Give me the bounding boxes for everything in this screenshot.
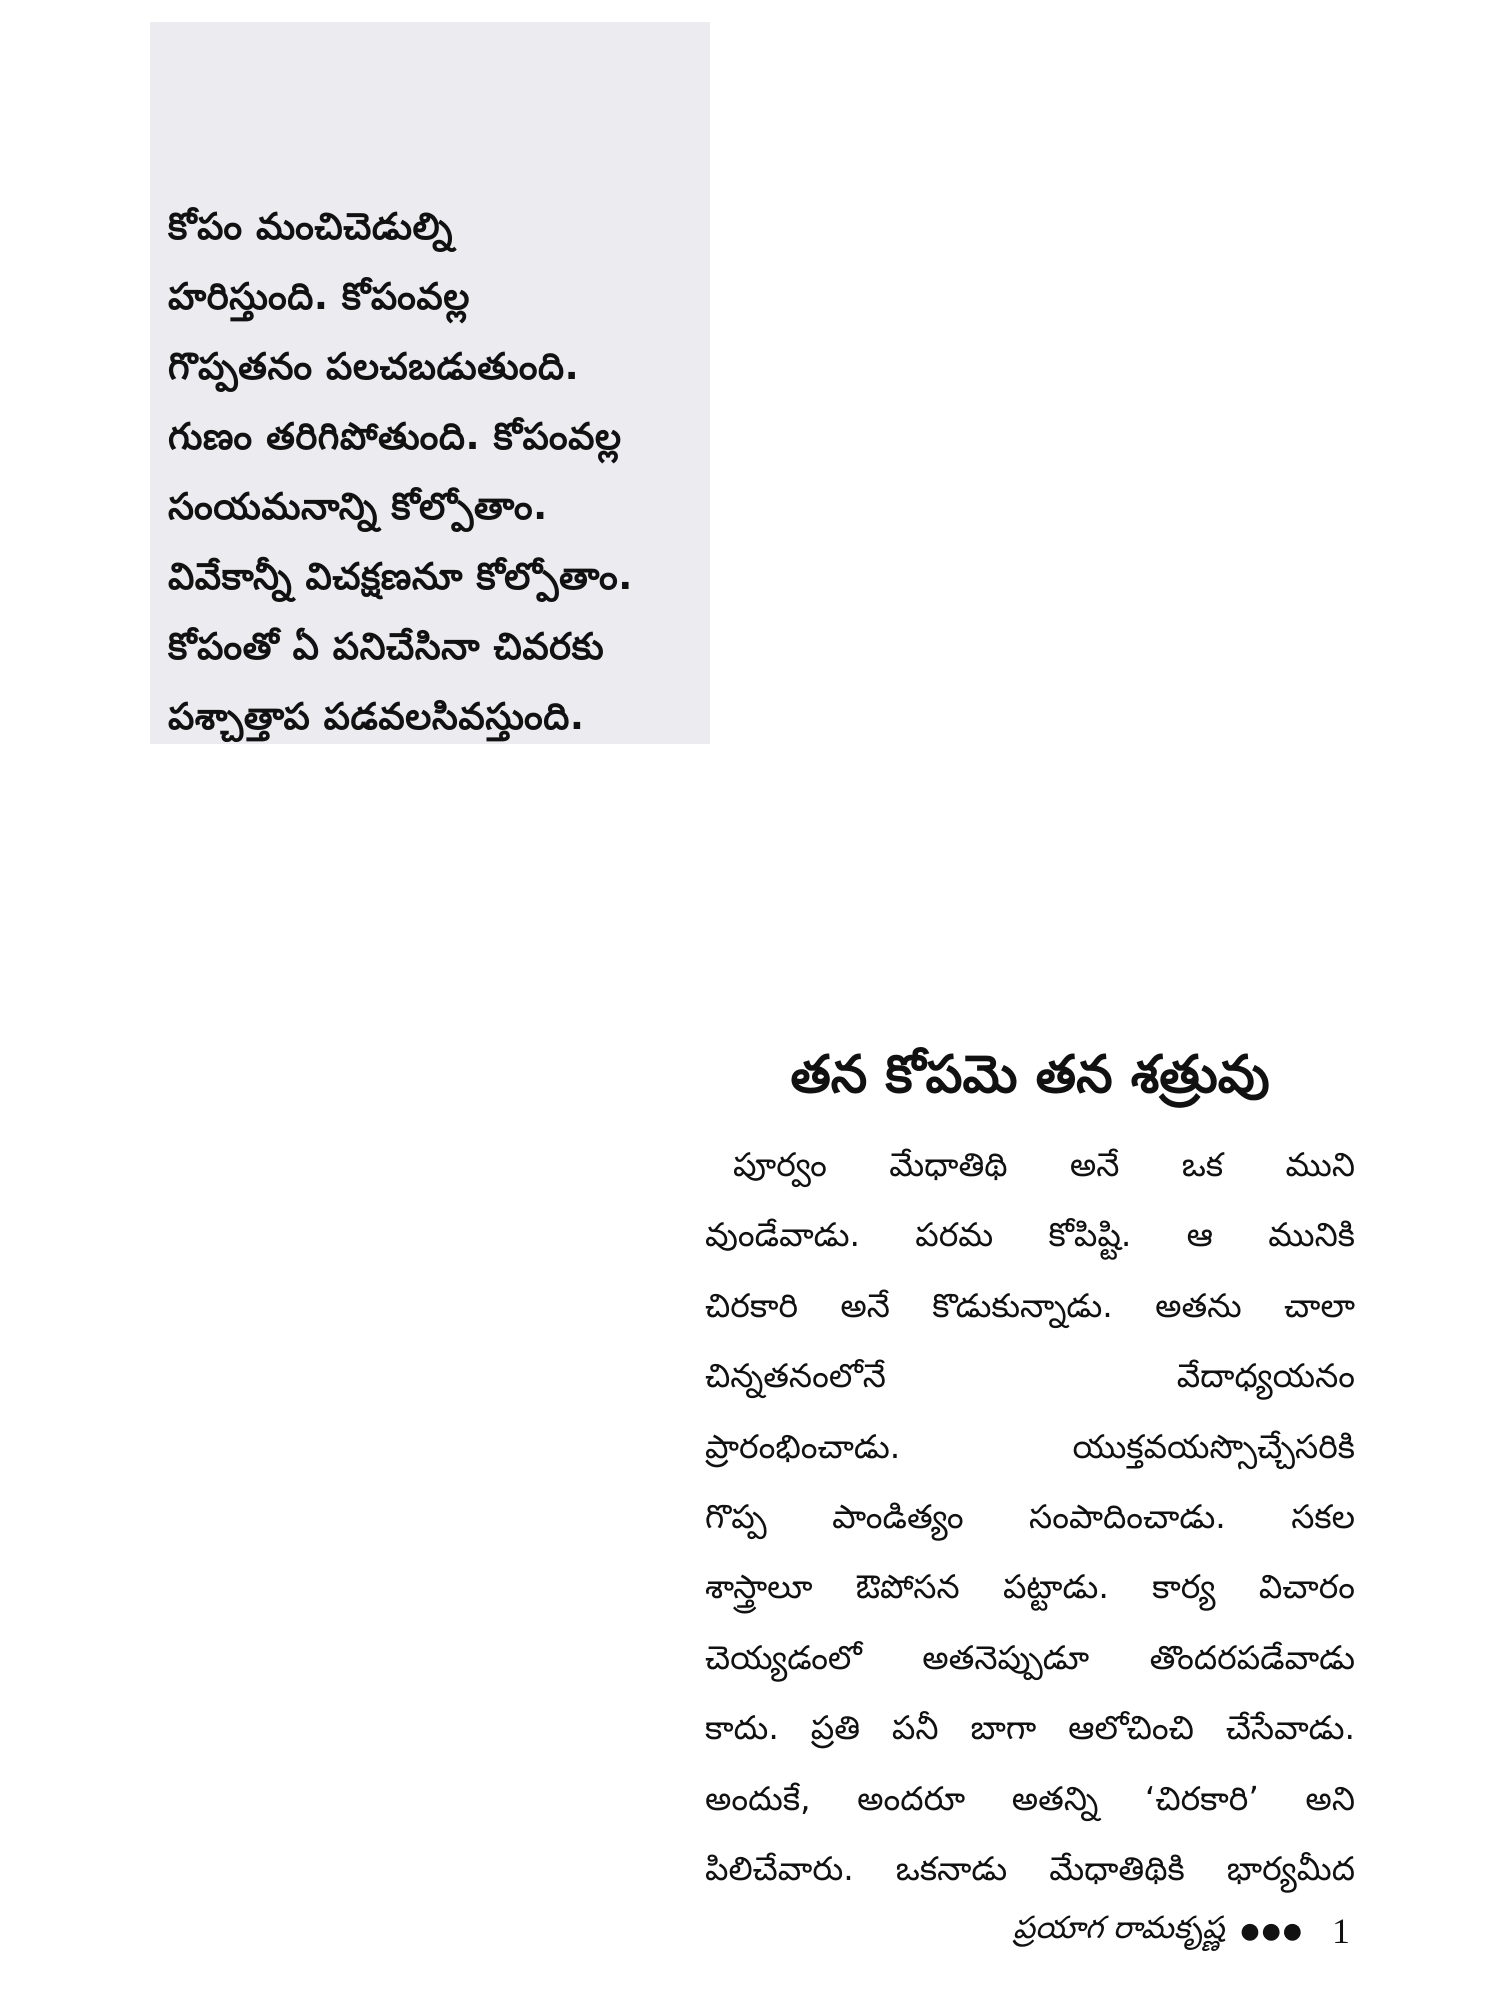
story-line: శాస్త్రాలూ ఔపోసన పట్టాడు. కార్య విచారం [705,1567,1355,1607]
story-line: చిరకారి అనే కొడుకున్నాడు. అతను చాలా [705,1285,1355,1325]
story-line: కాదు. ప్రతి పనీ బాగా ఆలోచించి చేసేవాడు. [705,1708,1355,1748]
story-line: పిలిచేవారు. ఒకనాడు మేధాతిథికి భార్యమీద [705,1849,1355,1889]
author-name: ప్రయాగ రామకృష్ణ [1013,1909,1225,1946]
story-section [705,1030,1355,1904]
story-line: చిన్నతనంలోనే వేదాధ్యయనం [705,1356,1355,1396]
quote-line: కోపం మంచిచెడుల్ని [168,205,453,248]
page-footer [930,1906,1350,1956]
story-line: పూర్వం మేధాతిథి అనే ఒక ముని [733,1145,1355,1184]
story-line: అందుకే, అందరూ అతన్ని ‘చిరకారి’ అని [705,1778,1355,1818]
footer-dots: ●●● [1240,1918,1304,1944]
story-line: చెయ్యడంలో అతనెప్పుడూ తొందరపడేవాడు [705,1637,1355,1677]
quote-line: సంయమనాన్ని కోల్పోతాం. [168,485,548,528]
story-title: తన కోపమె తన శత్రువు [790,1045,1270,1105]
story-line: వుండేవాడు. పరమ కోపిష్టి. ఆ మునికి [705,1215,1355,1255]
quote-line: గొప్పతనం పలచబడుతుంది. [168,345,580,388]
quote-line: గుణం తరిగిపోతుంది. కోపంవల్ల [168,415,622,458]
quote-line: పశ్చాత్తాప పడవలసివస్తుంది. [168,695,585,738]
story-line: గొప్ప పాండిత్యం సంపాదించాడు. సకల [705,1497,1355,1537]
story-line: ప్రారంభించాడు. యుక్తవయస్సొచ్చేసరికి [705,1426,1355,1466]
quote-box [150,22,710,744]
quote-line: వివేకాన్నీ విచక్షణనూ కోల్పోతాం. [168,555,633,598]
quote-line: కోపంతో ఏ పనిచేసినా చివరకు [168,625,605,668]
page-number: 1 [1332,1911,1350,1951]
quote-line: హరిస్తుంది. కోపంవల్ల [168,275,470,318]
